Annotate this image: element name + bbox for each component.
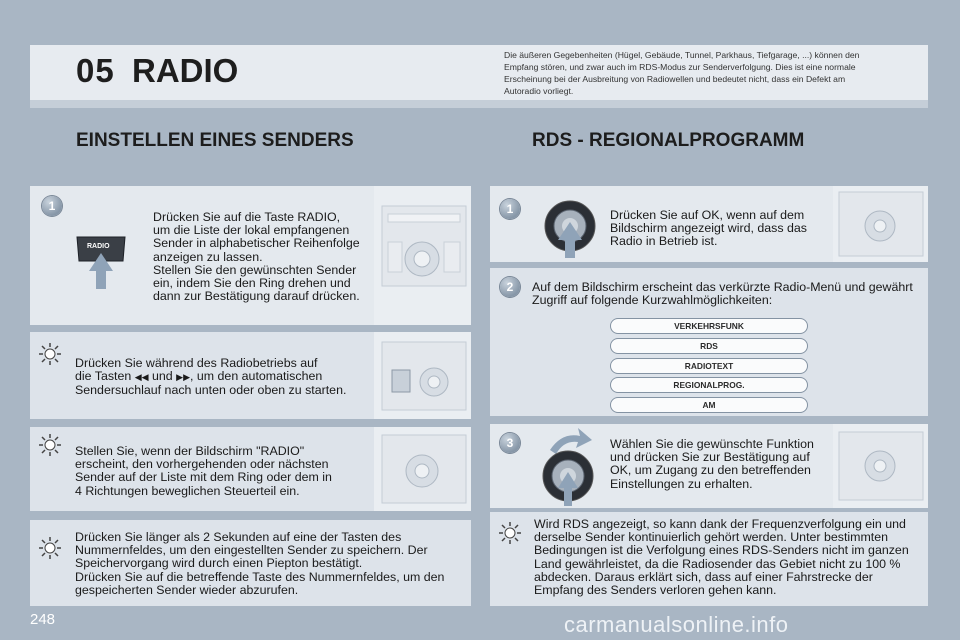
left-step1-text <box>153 211 378 303</box>
text-line: und drücken Sie zur Bestätigung auf <box>610 450 810 465</box>
step-badge: 3 <box>500 433 520 453</box>
text-line: Empfang des Senders verloren gehen kann. <box>534 583 777 598</box>
radio-panel-icon <box>833 186 928 262</box>
page-number: 248 <box>30 611 56 628</box>
text-line: derselbe Sender kontinuierlich gehört werden. Unter bestimmten <box>534 530 889 545</box>
radio-panel-icon <box>833 424 928 508</box>
text-line: erscheint, den vorhergehenden oder nächsten <box>75 457 329 472</box>
seek-up-icon: ▶▶ <box>176 372 190 383</box>
text-line: Nummernfeldes, um den eingestellten Sender zu speichern. Der <box>75 543 428 558</box>
watermark: carmanualsonline.info <box>564 612 789 637</box>
step-badge: 2 <box>500 277 520 297</box>
right-step3-text <box>610 438 835 491</box>
text-line: Wählen Sie die gewünschte Funktion <box>610 437 814 451</box>
text-line: ein, indem Sie den Ring drehen und <box>153 276 351 291</box>
right-tip-text <box>534 518 926 597</box>
header-strip <box>30 100 928 108</box>
text-line: Sender auf der Liste mit dem Ring oder dem in <box>75 470 332 485</box>
left-tip3-text <box>75 531 467 597</box>
text-line: um die Liste der lokal empfangenen <box>153 223 350 238</box>
text-line: Land gewährleistet, da die Radiosender das Gebiet nicht zu 100 % <box>534 556 901 571</box>
ok-knob-image <box>541 198 599 260</box>
rotate-knob-icon <box>536 424 600 508</box>
radio-panel-image <box>833 186 928 262</box>
left-tip1-text <box>75 357 375 398</box>
text-line: Drücken Sie auf OK, wenn auf dem <box>610 208 805 222</box>
ok-knob-rotate-image <box>536 424 600 508</box>
text-line: Drücken Sie während des Radiobetriebs auf <box>75 356 318 370</box>
text-line: Bedingungen ist die Verfolgung eines RDS-Senders nicht im ganzen <box>534 543 909 558</box>
radio-panel-image <box>374 186 471 325</box>
text-line: 4 Richtungen beweglichen Steuerteil ein. <box>75 483 300 498</box>
text-line: Drücken Sie auf die Taste RADIO, <box>153 210 341 224</box>
sun-icon <box>38 342 62 366</box>
sun-icon <box>38 433 62 457</box>
radio-panel-icon <box>374 186 471 325</box>
ok-knob-icon <box>541 198 599 260</box>
seek-down-icon: ◀◀ <box>134 372 149 383</box>
menu-item-regionalprog[interactable]: REGIONALPROG. <box>610 377 808 393</box>
section-title-right: RDS - REGIONALPROGRAMM <box>532 130 805 151</box>
right-step1-text <box>610 209 830 249</box>
text-line: Radio in Betrieb ist. <box>610 234 718 249</box>
radio-panel-image <box>374 332 471 419</box>
left-tip2-text <box>75 445 375 498</box>
menu-item-rds[interactable]: RDS <box>610 338 808 354</box>
section-title-left: EINSTELLEN EINES SENDERS <box>76 130 354 151</box>
menu-item-am[interactable]: AM <box>610 397 808 413</box>
text-line: Auf dem Bildschirm erscheint das verkürzte Radio-Menü und gewährt <box>532 280 913 294</box>
menu-item-verkehrsfunk[interactable]: VERKEHRSFUNK <box>610 318 808 334</box>
radio-button-image <box>73 231 129 291</box>
radio-panel-image <box>833 424 928 508</box>
text-line: Stellen Sie den gewünschten Sender <box>153 262 357 277</box>
intro-note: Die äußeren Gegebenheiten (Hügel, Gebäude, Tunnel, Parkhaus, Tiefgarage, ...) können den Empfang stören, und zwar auch im RDS-Modus zur Senderverfolgung. Dies ist eine normale Erscheinung bei der Ausbreitung von Radiowellen und bedeutet nicht, dass ein Defekt am Autoradio vorliegt. <box>504 50 860 96</box>
text-line: gespeicherten Sender wieder abzurufen. <box>75 582 299 597</box>
radio-button-icon <box>73 231 129 291</box>
step-badge: 1 <box>500 199 520 219</box>
chapter-title: RADIO <box>132 52 239 89</box>
text-line: Sendersuchlauf nach unten oder oben zu starten. <box>75 383 347 398</box>
menu-item-radiotext[interactable]: RADIOTEXT <box>610 358 808 374</box>
text-line: Zugriff auf folgende Kurzwahlmöglichkeiten: <box>532 293 773 308</box>
step-badge: 1 <box>42 196 62 216</box>
text-line: Sender in alphabetischer Reihenfolge <box>153 236 360 251</box>
text-line: Bildschirm angezeigt wird, dass das <box>610 221 807 236</box>
text-fragment: die Tasten <box>75 369 132 384</box>
text-fragment: und <box>152 369 173 384</box>
sun-icon <box>498 521 522 545</box>
text-line: Speichervorgang wird durch einen Piepton bestätigt. <box>75 556 363 571</box>
text-line: anzeigen zu lassen. <box>153 249 263 264</box>
text-line: Drücken Sie länger als 2 Sekunden auf eine der Tasten des <box>75 530 402 544</box>
text-fragment: , um den automatischen <box>190 369 323 384</box>
text-line: Drücken Sie auf die betreffende Taste des Nummernfeldes, um den <box>75 569 445 584</box>
text-line: Wird RDS angezeigt, so kann dank der Frequenzverfolgung ein und <box>534 517 906 531</box>
sun-icon <box>38 536 62 560</box>
text-line: dann zur Bestätigung darauf drücken. <box>153 289 360 304</box>
text-line: Einstellungen zu erhalten. <box>610 476 753 491</box>
right-step2-text <box>532 281 927 307</box>
text-line <box>75 370 375 384</box>
chapter-number: 05 <box>76 52 115 89</box>
radio-panel-icon <box>374 427 471 511</box>
radio-panel-image <box>374 427 471 511</box>
text-line: OK, um Zugang zu den betreffenden <box>610 463 811 478</box>
radio-panel-icon <box>374 332 471 419</box>
text-line: Stellen Sie, wenn der Bildschirm "RADIO" <box>75 444 305 458</box>
radio-button-label: RADIO <box>87 243 110 250</box>
text-line: abdecken. Daraus erklärt sich, dass auf einer Fahrstrecke der <box>534 569 873 584</box>
